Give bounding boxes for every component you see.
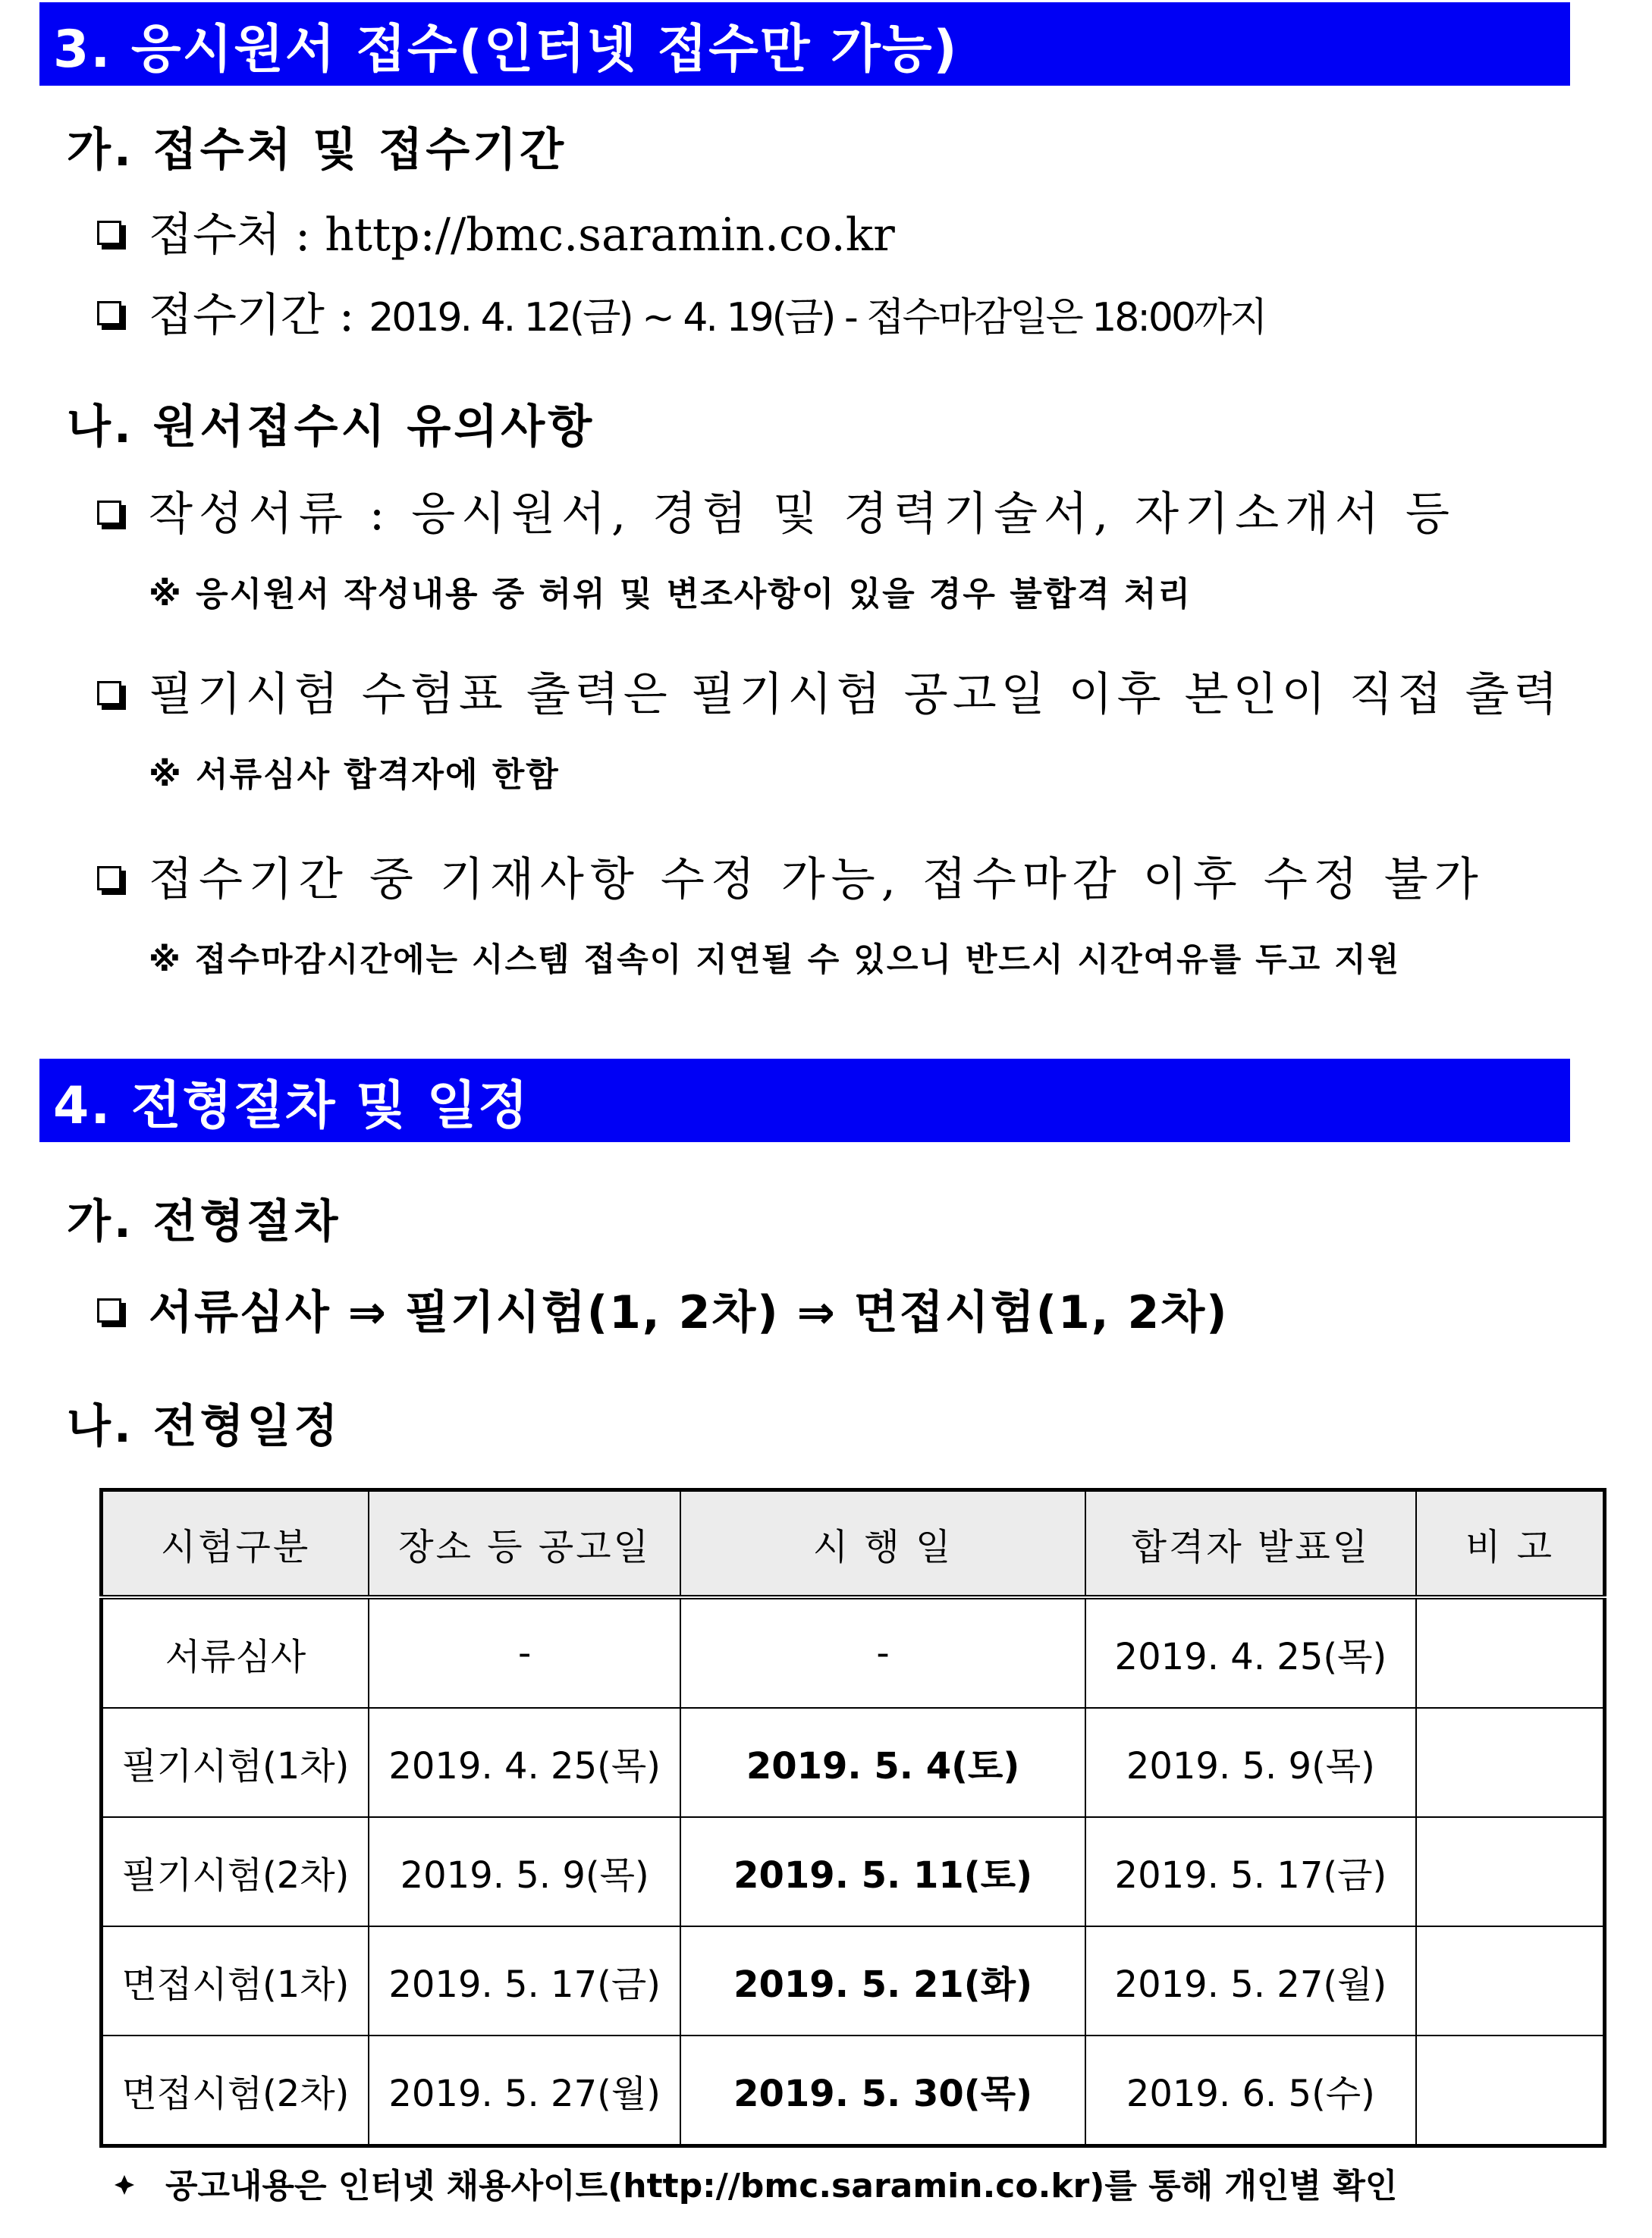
edit-note: ※ 접수마감시간에는 시스템 접속이 지연될 수 있으니 반드시 시간여유를 두고 지원	[149, 941, 1401, 979]
documents-text: 작성서류 : 응시원서, 경험 및 경력기술서, 자기소개서 등	[149, 488, 1456, 541]
cell-exam-type: 필기시험(1차)	[102, 1708, 369, 1817]
cell-result-date: 2019. 4. 25(목)	[1085, 1597, 1416, 1708]
ticket-text: 필기시험 수험표 출력은 필기시험 공고일 이후 본인이 직접 출력	[149, 668, 1562, 721]
header-remarks: 비 고	[1416, 1490, 1605, 1598]
cell-exam-type: 필기시험(2차)	[102, 1817, 369, 1926]
cell-remarks	[1416, 1817, 1605, 1926]
procedure-item	[97, 1276, 1229, 1342]
documents-note: ※ 응시원서 작성내용 중 허위 및 변조사항이 있을 경우 불합격 처리	[149, 575, 1192, 614]
place-url[interactable]: http://bmc.saramin.co.kr	[325, 209, 895, 262]
diamond-bullet-icon	[114, 2174, 135, 2196]
cell-exam-date: 2019. 5. 11(토)	[680, 1817, 1085, 1926]
table-row	[102, 1597, 1605, 1708]
cell-result-date: 2019. 5. 27(월)	[1085, 1926, 1416, 2036]
cell-result-date: 2019. 5. 9(목)	[1085, 1708, 1416, 1817]
schedule-table	[99, 1488, 1606, 2148]
reception-place-item	[97, 199, 895, 264]
section-3-banner	[39, 2, 1570, 86]
documents-item	[97, 478, 1456, 543]
cell-remarks	[1416, 1597, 1605, 1708]
section-4-title: 4. 전형절차 및 일정	[53, 1076, 529, 1136]
cell-notice-date: 2019. 5. 27(월)	[369, 2036, 680, 2146]
procedure-text: 서류심사 ⇒ 필기시험(1, 2차) ⇒ 면접시험(1, 2차)	[149, 1286, 1229, 1339]
table-row	[102, 1708, 1605, 1817]
cell-notice-date: -	[369, 1597, 680, 1708]
cell-result-date: 2019. 6. 5(수)	[1085, 2036, 1416, 2146]
footer-note	[114, 2158, 1397, 2207]
cell-exam-date: -	[680, 1597, 1085, 1708]
header-notice-date: 장소 등 공고일	[369, 1490, 680, 1598]
section-4-banner	[39, 1059, 1570, 1142]
cell-exam-date: 2019. 5. 21(화)	[680, 1926, 1085, 2036]
checkbox-bullet-icon	[97, 501, 121, 525]
cell-exam-type: 면접시험(1차)	[102, 1926, 369, 2036]
cell-remarks	[1416, 2036, 1605, 2146]
checkbox-bullet-icon	[97, 866, 121, 890]
table-header-row	[102, 1490, 1605, 1598]
ticket-note: ※ 서류심사 합격자에 한함	[149, 755, 560, 794]
cell-exam-type: 서류심사	[102, 1597, 369, 1708]
reception-period-item	[97, 279, 1266, 344]
place-label: 접수처 :	[149, 209, 325, 262]
checkbox-bullet-icon	[97, 301, 121, 325]
subheading-procedure: 가. 전형절차	[67, 1195, 341, 1248]
subheading-precautions: 나. 원서접수시 유의사항	[67, 400, 595, 454]
cell-notice-date: 2019. 4. 25(목)	[369, 1708, 680, 1817]
header-exam-date: 시 행 일	[680, 1490, 1085, 1598]
cell-exam-date: 2019. 5. 4(토)	[680, 1708, 1085, 1817]
table-row	[102, 2036, 1605, 2146]
ticket-item	[97, 658, 1562, 724]
header-result-date: 합격자 발표일	[1085, 1490, 1416, 1598]
cell-remarks	[1416, 1708, 1605, 1817]
footer-text: 공고내용은 인터넷 채용사이트(http://bmc.saramin.co.kr)를 통해 개인별 확인	[165, 2167, 1398, 2205]
cell-notice-date: 2019. 5. 9(목)	[369, 1817, 680, 1926]
cell-exam-type: 면접시험(2차)	[102, 2036, 369, 2146]
table-row	[102, 1926, 1605, 2036]
subheading-schedule: 나. 전형일정	[67, 1400, 341, 1453]
checkbox-bullet-icon	[97, 681, 121, 705]
cell-notice-date: 2019. 5. 17(금)	[369, 1926, 680, 2036]
edit-text: 접수기간 중 기재사항 수정 가능, 접수마감 이후 수정 불가	[149, 853, 1484, 906]
section-3-title: 3. 응시원서 접수(인터넷 접수만 가능)	[53, 20, 959, 80]
period-label: 접수기간 :	[149, 289, 369, 342]
header-exam-type: 시험구분	[102, 1490, 369, 1598]
subheading-reception: 가. 접수처 및 접수기간	[67, 124, 567, 177]
cell-result-date: 2019. 5. 17(금)	[1085, 1817, 1416, 1926]
cell-remarks	[1416, 1926, 1605, 2036]
period-value: 2019. 4. 12(금) ~ 4. 19(금) - 접수마감일은 18:00까지	[369, 295, 1266, 341]
table-row	[102, 1817, 1605, 1926]
edit-item	[97, 843, 1484, 909]
checkbox-bullet-icon	[97, 221, 121, 245]
checkbox-bullet-icon	[97, 1298, 121, 1323]
cell-exam-date: 2019. 5. 30(목)	[680, 2036, 1085, 2146]
